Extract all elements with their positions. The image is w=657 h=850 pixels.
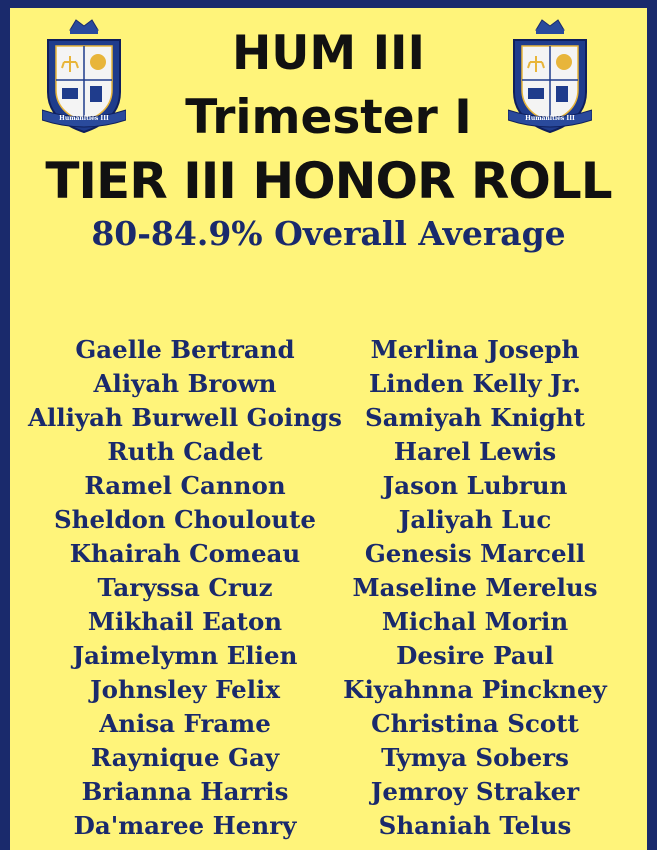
student-name: Harel Lewis <box>393 437 557 466</box>
student-name: Johnsley Felix <box>90 675 280 704</box>
student-name: Shaniah Telus <box>378 811 572 840</box>
student-name: Jaimelymn Elien <box>72 641 298 670</box>
student-name: Jemroy Straker <box>370 777 580 806</box>
student-name: Kiyahnna Pinckney <box>343 675 607 704</box>
student-name: Gaelle Bertrand <box>75 335 295 364</box>
student-name: Jaliyah Luc <box>398 505 552 534</box>
crest-label: Humanities III <box>525 115 575 122</box>
names-column-right <box>315 333 635 843</box>
student-name: Desire Paul <box>396 641 554 670</box>
student-name: Maseline Merelus <box>352 573 598 602</box>
student-name: Genesis Marcell <box>364 539 586 568</box>
student-name: Sheldon Chouloute <box>53 505 317 534</box>
student-name: Alliyah Burwell Goings <box>28 403 342 432</box>
student-name: Aliyah Brown <box>93 369 277 398</box>
student-name: Michal Morin <box>381 607 569 636</box>
honor-roll-title: TIER III HONOR ROLL <box>45 152 612 210</box>
student-name: Raynique Gay <box>90 743 280 772</box>
student-name: Linden Kelly Jr. <box>369 369 581 398</box>
student-name: Brianna Harris <box>81 777 289 806</box>
student-name: Taryssa Cruz <box>97 573 273 602</box>
average-range-subtitle: 80-84.9% Overall Average <box>91 214 566 253</box>
student-name: Khairah Comeau <box>69 539 301 568</box>
trimester-title: Trimester I <box>185 90 472 145</box>
names-column-left <box>25 333 345 843</box>
student-name: Tymya Sobers <box>381 743 569 772</box>
student-name: Mikhail Eaton <box>87 607 283 636</box>
student-name: Samiyah Knight <box>365 403 585 432</box>
student-name: Anisa Frame <box>99 709 271 738</box>
student-name: Merlina Joseph <box>370 335 580 364</box>
student-name: Ramel Cannon <box>84 471 286 500</box>
honor-roll-poster <box>10 8 647 850</box>
course-title: HUM III <box>231 26 426 81</box>
student-name: Da'maree Henry <box>73 811 297 840</box>
student-name: Christina Scott <box>371 709 579 738</box>
student-name: Ruth Cadet <box>107 437 263 466</box>
crest-label: Humanities III <box>59 115 109 122</box>
student-name: Jason Lubrun <box>382 471 568 500</box>
